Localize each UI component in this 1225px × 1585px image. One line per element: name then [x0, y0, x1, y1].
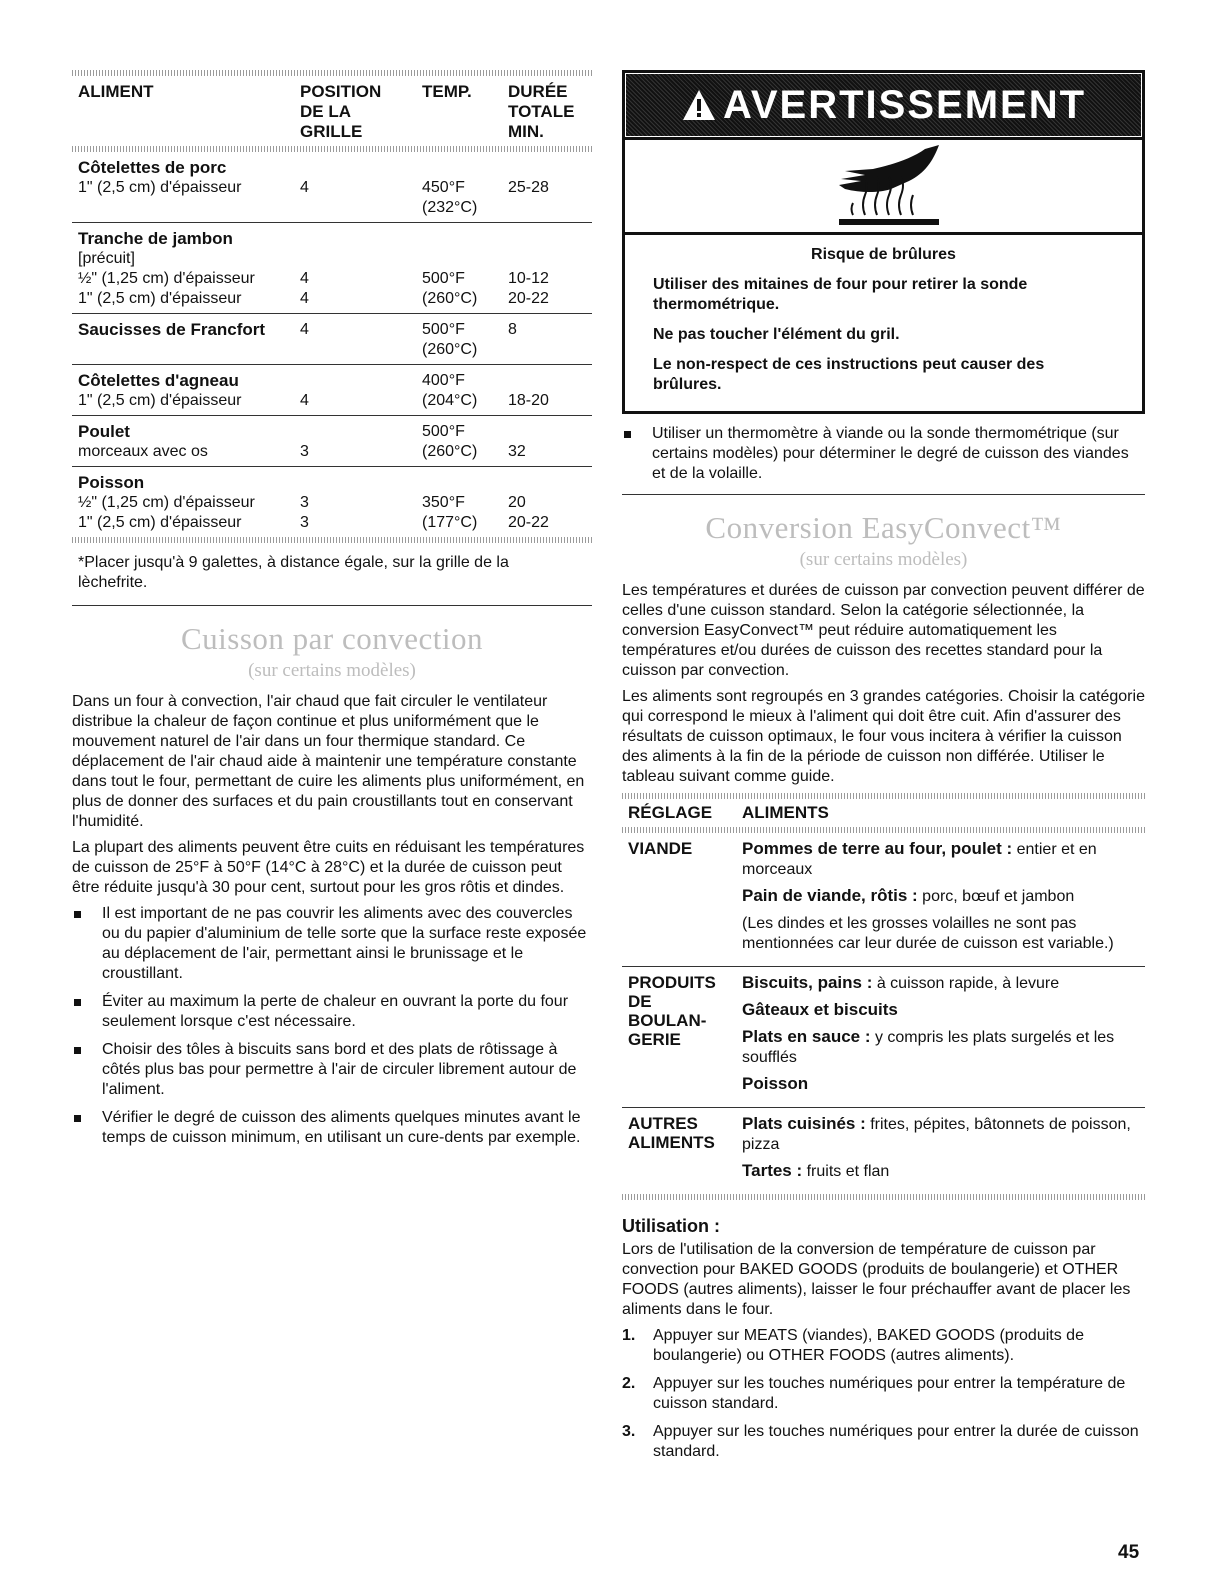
page-number: 45	[1118, 1542, 1140, 1563]
conv-table-bottom-border	[622, 1194, 1145, 1200]
section-divider	[72, 605, 592, 606]
header-food: ALIMENT	[78, 82, 154, 101]
food-item-bold: Poisson	[742, 1074, 809, 1093]
food-item-text: entier et en morceaux	[742, 841, 1097, 878]
rack-cell	[300, 422, 422, 442]
food-item-bold: Biscuits, pains :	[742, 973, 873, 992]
food-item-bold: Pommes de terre au four, poulet :	[742, 839, 1013, 858]
food-name-row	[72, 422, 592, 442]
food-items	[742, 973, 1145, 1101]
food-items	[742, 839, 1145, 960]
cook-table-row	[72, 152, 592, 223]
time-cell	[508, 229, 592, 249]
section-divider	[622, 494, 1145, 495]
step-number: 2.	[622, 1375, 636, 1392]
temp-cell: 500°F	[422, 270, 465, 287]
convection-subtitle: (sur certains modèles)	[248, 660, 416, 681]
time-cell: 20	[508, 494, 526, 511]
food-detail-row	[72, 269, 592, 289]
desc-cell: ½" (1,25 cm) d'épaisseur	[78, 494, 255, 511]
conv-table-row	[622, 833, 1145, 967]
time-cell: 20-22	[508, 290, 549, 307]
setting-label: PRODUITS DE BOULAN- GERIE	[628, 973, 716, 1049]
time-cell: 32	[508, 443, 526, 460]
food-item	[742, 839, 1145, 880]
rack-cell	[300, 473, 422, 493]
food-item-text: frites, pépites, bâtonnets de poisson, pizza	[742, 1116, 1131, 1153]
step-item	[622, 1422, 1145, 1462]
rack-cell: 3	[300, 494, 309, 511]
food-detail-row	[72, 493, 592, 513]
table-bottom-border	[72, 537, 592, 543]
time-cell	[508, 422, 592, 442]
food-item-text: (Les dindes et les grosses volailles ne sont pas mentionnées car leur durée de cuisson est variable.)	[742, 915, 1114, 952]
time-cell: 20-22	[508, 514, 549, 531]
conv-table-row	[622, 1108, 1145, 1194]
warning-header	[625, 73, 1142, 137]
food-item-bold: Pain de viande, rôtis :	[742, 886, 918, 905]
easyconvect-subtitle: (sur certains modèles)	[799, 549, 968, 570]
food-name: Côtelettes d'agneau	[78, 371, 239, 390]
rack-cell	[300, 229, 422, 249]
time-cell: 25-28	[508, 179, 549, 196]
left-column	[72, 70, 592, 1156]
food-detail-row	[72, 513, 592, 533]
warning-line: Le non-respect de ces instructions peut causer des brûlures.	[653, 356, 1045, 393]
setting-label: AUTRES ALIMENTS	[628, 1114, 715, 1152]
food-item	[742, 973, 1145, 994]
food-item-text: porc, bœuf et jambon	[917, 888, 1075, 905]
bullet-item: Il est important de ne pas couvrir les aliments avec des couvercles ou du papier d'aluminium de telle sorte que la surface reste exposée au déplacement de l'air, permettant ainsi le brunissage et le croustillant.	[72, 904, 592, 984]
food-item	[742, 1114, 1145, 1155]
food-name-row	[72, 473, 592, 493]
food-detail-row	[72, 289, 592, 309]
easyconvect-paragraph-2: Les aliments sont regroupés en 3 grandes catégories. Choisir la catégorie qui correspond le mieux à l'aliment qui doit être cuit. Afin d'assurer des résultats de cuisson optimaux, le four vous incitera à vérifier la cuisson des aliments à la fin de la période de cuisson non différée. Utiliser le tableau suivant comme guide.	[622, 688, 1145, 785]
temp-cell	[422, 249, 508, 269]
step-text: Appuyer sur les touches numériques pour entrer la durée de cuisson standard.	[653, 1423, 1139, 1460]
food-detail-row	[72, 249, 592, 269]
desc-cell: [précuit]	[78, 250, 135, 267]
food-detail-row	[72, 178, 592, 218]
warning-triangle-icon	[681, 88, 717, 122]
food-item	[742, 1027, 1145, 1068]
food-item	[742, 1000, 1145, 1021]
temp-cell: (260°C)	[422, 443, 478, 460]
rack-cell: 4	[300, 290, 309, 307]
food-item	[742, 913, 1145, 954]
cook-table-body	[72, 152, 592, 537]
easyconvect-section	[622, 511, 1145, 1462]
temp-cell: 450°F (232°C)	[422, 179, 478, 216]
time-cell	[508, 371, 592, 391]
rack-cell	[300, 158, 422, 178]
easyconvect-title: Conversion EasyConvect™	[705, 510, 1062, 545]
food-name: Saucisses de Francfort	[78, 320, 266, 339]
food-item	[742, 886, 1145, 907]
cook-table-row	[72, 365, 592, 416]
step-number: 1.	[622, 1327, 636, 1344]
warning-risk: Risque de brûlures	[811, 246, 956, 263]
burn-hazard-area	[625, 137, 1142, 235]
time-cell: 10-12	[508, 270, 549, 287]
convection-paragraph-2: La plupart des aliments peuvent être cuits en réduisant les températures de cuisson de 25°F à 50°F (14°C à 28°C) et la durée de cuisson peut être réduite jusqu'à 30 pour cent, surtout pour les gros rôtis et dindes.	[72, 839, 585, 896]
desc-cell: 1" (2,5 cm) d'épaisseur	[78, 179, 242, 196]
temp-cell: 350°F	[422, 494, 465, 511]
conv-table-body	[622, 833, 1145, 1194]
food-detail-row	[72, 442, 592, 462]
bullet-item: Éviter au maximum la perte de chaleur en ouvrant la porte du four seulement lorsque c'est nécessaire.	[72, 992, 592, 1032]
step-item	[622, 1374, 1145, 1414]
conv-table-row	[622, 967, 1145, 1108]
convection-bullets	[72, 904, 592, 1148]
usage-title: Utilisation :	[622, 1216, 720, 1236]
food-item-bold: Gâteaux et biscuits	[742, 1000, 898, 1019]
convection-paragraph-1: Dans un four à convection, l'air chaud que fait circuler le ventilateur distribue la chaleur de façon continue et plus uniformément que le mouvement naturel de l'air dans un four thermique standard. Ce déplacement de l'air chaud aide à maintenir une température constante dans tout le four, permettant de cuire les aliments plus uniformément, en plus de donner des surfaces et du pain croustillants tout en conservant l'humidité.	[72, 693, 585, 830]
rack-cell: 4	[300, 270, 309, 287]
convection-section	[72, 622, 592, 1148]
food-item	[742, 1074, 1145, 1095]
step-text: Appuyer sur les touches numériques pour entrer la température de cuisson standard.	[653, 1375, 1126, 1412]
temp-cell: 500°F (260°C)	[422, 321, 478, 358]
convection-title: Cuisson par convection	[180, 621, 483, 656]
food-name: Poisson	[78, 473, 145, 492]
warning-body	[625, 235, 1142, 411]
cook-table-row	[72, 467, 592, 537]
time-cell: 18-20	[508, 392, 549, 409]
hot-surface-hand-icon	[821, 139, 951, 229]
temp-cell	[422, 158, 508, 178]
temp-cell: (204°C)	[422, 392, 478, 409]
food-item-bold: Plats en sauce :	[742, 1027, 871, 1046]
rack-cell: 4	[300, 179, 309, 196]
food-item-text: fruits et flan	[802, 1163, 890, 1180]
header-temp: TEMP.	[422, 82, 472, 101]
temp-cell	[422, 473, 508, 493]
temp-cell: 400°F	[422, 372, 465, 389]
food-name-row	[72, 320, 592, 360]
rack-cell: 3	[300, 443, 309, 460]
rack-cell: 4	[300, 392, 309, 409]
food-item-bold: Plats cuisinés :	[742, 1114, 866, 1133]
cook-table-row	[72, 223, 592, 314]
desc-cell: 1" (2,5 cm) d'épaisseur	[78, 392, 242, 409]
bullet-item: Choisir des tôles à biscuits sans bord et des plats de rôtissage à côtés plus bas pour permettre à l'air de circuler librement autour de l'aliment.	[72, 1040, 592, 1100]
table-note: *Placer jusqu'à 9 galettes, à distance égale, sur la grille de la lèchefrite.	[78, 554, 509, 591]
temp-cell	[422, 229, 508, 249]
food-name: Côtelettes de porc	[78, 158, 227, 177]
warning-line: Utiliser des mitaines de four pour retirer la sonde thermométrique.	[653, 276, 1028, 313]
setting-label: VIANDE	[628, 839, 693, 858]
usage-paragraph: Lors de l'utilisation de la conversion de température de cuisson par convection pour BAKED GOODS (produits de boulangerie) et OTHER FOODS (autres aliments), laisser le four préchauffer avant de placer les aliments dans le four.	[622, 1241, 1131, 1318]
time-cell	[508, 158, 592, 178]
header-rack: POSITION DE LA GRILLE	[300, 82, 382, 141]
thermometer-bullets	[622, 424, 1145, 484]
cook-table-row	[72, 416, 592, 467]
rack-cell: 3	[300, 514, 309, 531]
food-name-row	[72, 371, 592, 391]
step-text: Appuyer sur MEATS (viandes), BAKED GOODS (produits de boulangerie) ou OTHER FOODS (autres aliments).	[653, 1327, 1084, 1364]
cook-table-row	[72, 314, 592, 365]
right-column	[622, 70, 1145, 1470]
food-detail-row	[72, 391, 592, 411]
step-item	[622, 1326, 1145, 1366]
time-cell: 8	[508, 321, 517, 338]
cook-table-header	[72, 76, 592, 146]
bullet-item: Vérifier le degré de cuisson des aliments quelques minutes avant le temps de cuisson minimum, en utilisant un cure-dents par exemple.	[72, 1108, 592, 1148]
food-name-row	[72, 229, 592, 249]
temp-cell: (260°C)	[422, 290, 478, 307]
easyconvect-paragraph-1: Les températures et durées de cuisson par convection peuvent différer de celles d'une cuisson standard. Selon la catégorie sélectionnée, la conversion EasyConvect™ peut réduire automatiquement les températures et/ou durées de cuisson des recettes standard pour la cuisson par convection.	[622, 582, 1145, 679]
time-cell	[508, 249, 592, 269]
step-number: 3.	[622, 1423, 636, 1440]
food-items	[742, 1114, 1145, 1188]
header-foods: ALIMENTS	[742, 803, 829, 822]
header-setting: RÉGLAGE	[628, 803, 713, 822]
header-time: DURÉE TOTALE MIN.	[508, 82, 575, 141]
desc-cell: 1" (2,5 cm) d'épaisseur	[78, 290, 242, 307]
desc-cell: 1" (2,5 cm) d'épaisseur	[78, 514, 242, 531]
conv-table-header	[622, 799, 1145, 827]
desc-cell: ½" (1,25 cm) d'épaisseur	[78, 270, 255, 287]
time-cell	[508, 473, 592, 493]
rack-cell: 4	[300, 321, 309, 338]
bullet-item: Utiliser un thermomètre à viande ou la sonde thermométrique (sur certains modèles) pour déterminer le degré de cuisson des viandes et de la volaille.	[622, 424, 1145, 484]
usage-steps	[622, 1326, 1145, 1462]
temp-cell: (177°C)	[422, 514, 478, 531]
food-item-bold: Tartes :	[742, 1161, 803, 1180]
temp-cell: 500°F	[422, 423, 465, 440]
food-item-text: à cuisson rapide, à levure	[872, 975, 1060, 992]
food-item	[742, 1161, 1145, 1182]
rack-cell	[300, 371, 422, 391]
warning-box	[622, 70, 1145, 414]
warning-line: Ne pas toucher l'élément du gril.	[653, 326, 900, 343]
warning-header-text: AVERTISSEMENT	[722, 83, 1087, 127]
food-name-row	[72, 158, 592, 178]
rack-cell	[300, 249, 422, 269]
food-name: Tranche de jambon	[78, 229, 233, 248]
food-item-text: y compris les plats surgelés et les soufflés	[742, 1029, 1115, 1066]
food-name: Poulet	[78, 422, 130, 441]
desc-cell: morceaux avec os	[78, 443, 208, 460]
